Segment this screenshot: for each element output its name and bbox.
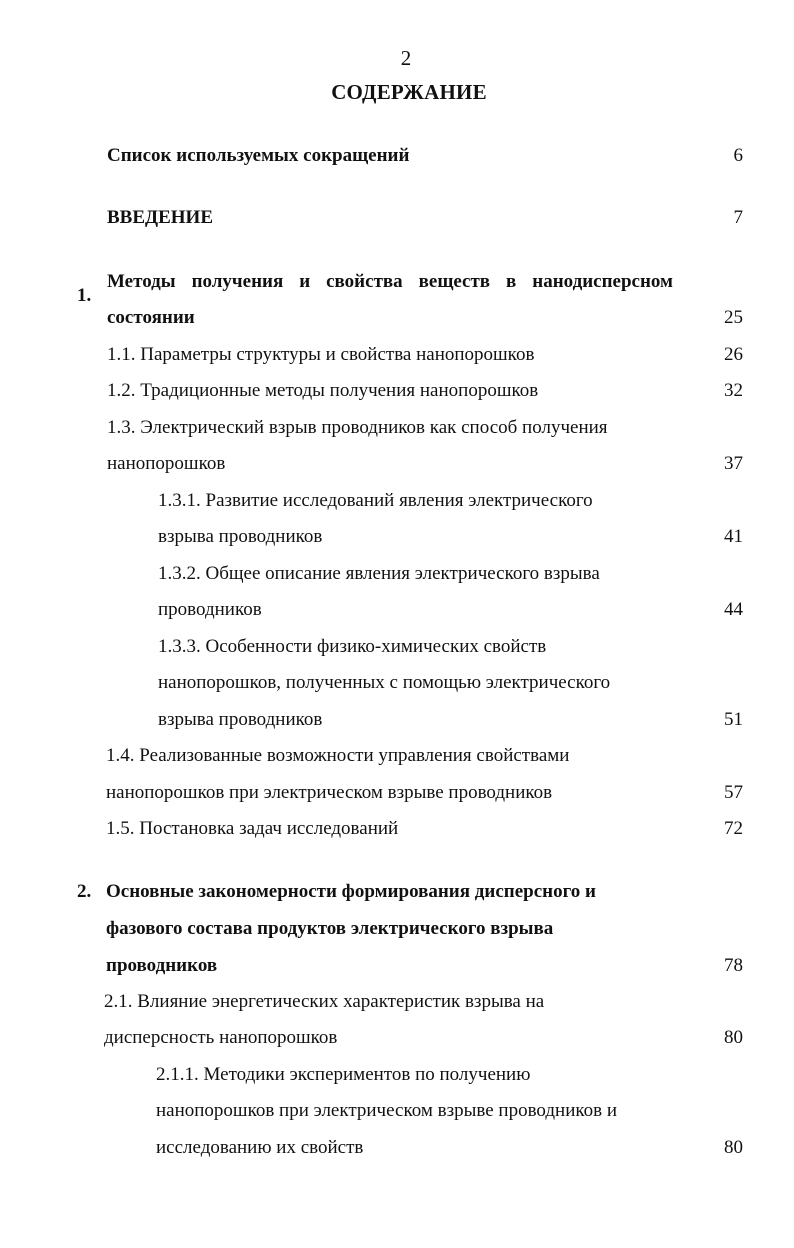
toc-chapter-2-cont	[0, 916, 794, 942]
toc-entry-1-3-3	[0, 634, 794, 660]
toc-entry-text: нанопорошков при электрическом взрыве проводников и	[156, 1100, 618, 1121]
toc-entry-1-4	[0, 743, 794, 769]
toc-entry-text: 2.1.1. Методики экспериментов по получению	[156, 1064, 531, 1085]
toc-entry-text: 1.5. Постановка задач исследований	[106, 818, 399, 839]
toc-entry-2-1-1-cont	[0, 1098, 794, 1124]
toc-entry-1-3-3-cont2	[0, 707, 794, 733]
toc-entry-abbreviations	[0, 143, 794, 169]
toc-entry-text: 1.3.3. Особенности физико-химических свойств	[158, 636, 547, 657]
toc-page-number: 26	[724, 344, 743, 365]
toc-entry-text: 1.3. Электрический взрыв проводников как способ получения	[107, 417, 608, 438]
toc-entry-text: проводников	[106, 955, 218, 976]
toc-entry-1-3-3-cont	[0, 670, 794, 696]
toc-entry-1-3-2-cont	[0, 597, 794, 623]
toc-page-number: 51	[724, 709, 743, 730]
toc-entry-text: дисперсность нанопорошков	[104, 1027, 338, 1048]
toc-page-number: 32	[724, 380, 743, 401]
toc-entry-2-1-cont	[0, 1025, 794, 1051]
toc-entry-text: исследованию их свойств	[156, 1137, 364, 1158]
toc-page-number: 44	[724, 599, 743, 620]
toc-page-number: 80	[724, 1027, 743, 1048]
toc-entry-1-3-1-cont	[0, 524, 794, 550]
toc-entry-text: взрыва проводников	[158, 526, 323, 547]
toc-entry-text: состоянии	[107, 307, 195, 328]
toc-entry-text: нанопорошков при электрическом взрыве проводников	[106, 782, 553, 803]
toc-entry-1-1	[0, 342, 794, 368]
toc-entry-text: нанопорошков	[107, 453, 226, 474]
toc-entry-text: ВВЕДЕНИЕ	[107, 207, 213, 228]
toc-entry-text: 2.1. Влияние энергетических характеристик взрыва на	[104, 991, 545, 1012]
toc-page-number: 37	[724, 453, 743, 474]
toc-entry-1-3-1	[0, 488, 794, 514]
toc-entry-text: Список используемых сокращений	[107, 145, 410, 166]
toc-entry-text: Основные закономерности формирования дисперсного и	[106, 881, 596, 902]
toc-entry-2-1-1	[0, 1062, 794, 1088]
toc-entry-1-5	[0, 816, 794, 842]
toc-entry-text: проводников	[158, 599, 262, 620]
toc-entry-text: взрыва проводников	[158, 709, 323, 730]
page-number: 2	[400, 46, 412, 70]
toc-entry-text: фазового состава продуктов электрического взрыва	[106, 918, 554, 939]
toc-entry-1-2	[0, 378, 794, 404]
toc-entry-text: нанопорошков, полученных с помощью электрического	[158, 672, 611, 693]
toc-entry-1-3-cont	[0, 451, 794, 477]
toc-entry-introduction	[0, 205, 794, 231]
toc-entry-text: 1.2. Традиционные методы получения нанопорошков	[107, 380, 539, 401]
toc-chapter-2	[0, 879, 794, 905]
toc-entry-text: 1.3.1. Развитие исследований явления электрического	[158, 490, 593, 511]
toc-entry-text: 1.1. Параметры структуры и свойства нанопорошков	[107, 344, 535, 365]
chapter-number: 1.	[77, 285, 92, 306]
toc-entry-text: Методы получения и свойства веществ в нанодисперсном	[107, 271, 673, 292]
page-title: СОДЕРЖАНИЕ	[331, 80, 487, 104]
toc-entry-1-3-2	[0, 561, 794, 587]
toc-page-number: 80	[724, 1137, 743, 1158]
toc-entry-2-1	[0, 989, 794, 1015]
toc-entry-text: 1.4. Реализованные возможности управления свойствами	[106, 745, 570, 766]
toc-entry-text: 1.3.2. Общее описание явления электрического взрыва	[158, 563, 600, 584]
toc-chapter-2-cont2	[0, 953, 794, 979]
toc-page-number: 72	[724, 818, 743, 839]
chapter-number: 2.	[77, 881, 92, 902]
toc-page-number: 78	[724, 955, 743, 976]
toc-entry-2-1-1-cont2	[0, 1135, 794, 1161]
toc-page-number: 25	[724, 307, 743, 328]
toc-page-number: 7	[733, 207, 743, 228]
toc-page-number: 41	[724, 526, 743, 547]
toc-page-number: 57	[724, 782, 743, 803]
toc-page-number: 6	[733, 145, 743, 166]
toc-chapter-1	[0, 269, 794, 306]
toc-entry-1-3	[0, 415, 794, 441]
toc-chapter-1-cont	[0, 305, 794, 331]
toc-entry-1-4-cont	[0, 780, 794, 806]
